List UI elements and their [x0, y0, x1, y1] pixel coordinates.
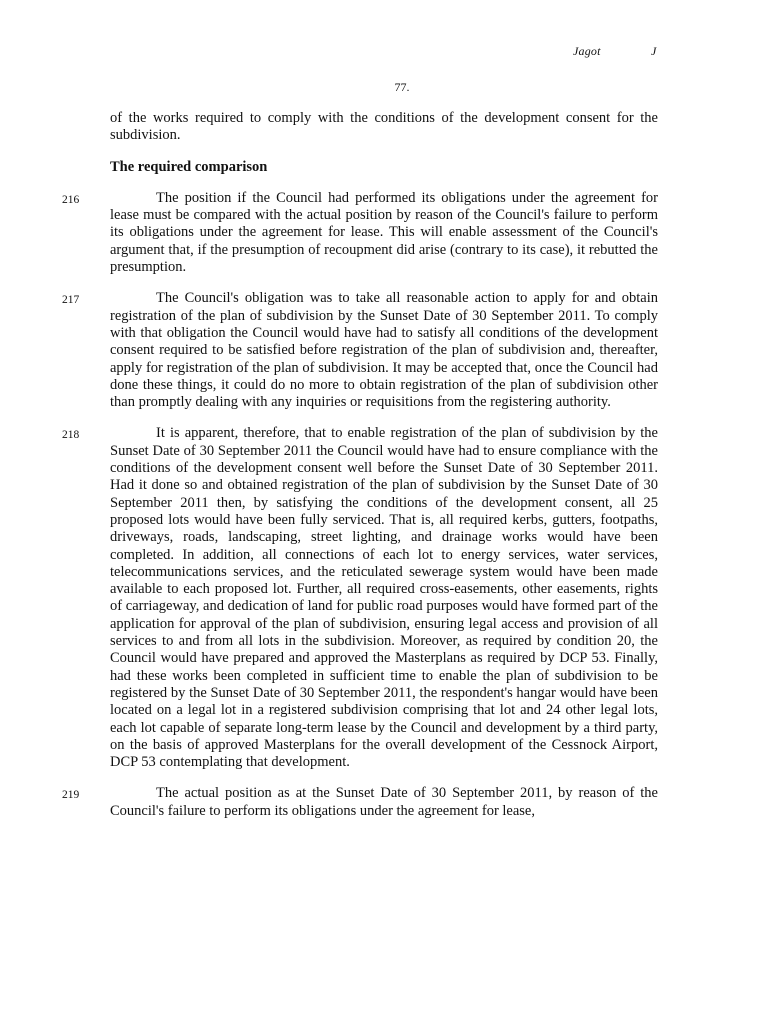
judge-suffix: J	[651, 44, 657, 58]
paragraph-text: The Council's obligation was to take all reasonable action to apply for and obtain registration of the plan of subdivision by the Sunset Date of 30 September 2011. To comply with that obligation the Council would have had to satisfy all conditions of the development consent required to be satisfied before registration of the plan of subdivision and, thereafter, apply for registration of the plan of subdivision. It may be accepted that, once the Council had done these things, it could do no more to obtain registration of the plan of subdivision other than promptly dealing with any inquiries or requisitions from the registering authority.	[110, 290, 658, 411]
section-heading: The required comparison	[110, 158, 268, 175]
paragraph-219	[62, 785, 658, 820]
paragraph-217	[62, 290, 658, 411]
paragraph-text: The position if the Council had performed its obligations under the agreement for lease must be compared with the actual position by reason of the Council's failure to perform its obligations under the agreement for lease. This will enable assessment of the Council's argument that, if the presumption of recoupment did arise (contrary to its case), it rebutted the presumption.	[110, 189, 658, 276]
judgment-body	[62, 110, 658, 834]
paragraph-216	[62, 189, 658, 276]
paragraph-number: 219	[62, 789, 80, 802]
judge-name: Jagot	[573, 44, 601, 58]
paragraph-number: 216	[62, 193, 80, 206]
paragraph-number: 218	[62, 429, 80, 442]
paragraph-number: 217	[62, 294, 80, 307]
continuation-text: of the works required to comply with the conditions of the development consent for the subdivision.	[110, 110, 658, 144]
paragraph-218	[62, 425, 658, 771]
paragraph-text: The actual position as at the Sunset Date of 30 September 2011, by reason of the Council's failure to perform its obligations under the agreement for lease,	[110, 785, 658, 819]
page-number: 77.	[394, 80, 410, 94]
paragraph-text: It is apparent, therefore, that to enable registration of the plan of subdivision by the Sunset Date of 30 September 2011 the Council would have had to ensure compliance with the conditions of the development consent well before the Sunset Date of 30 September 2011. Had it done so and obtained registration of the plan of subdivision by the Sunset Date of 30 September 2011 then, by satisfying the conditions of the development consent, all 25 proposed lots would have been fully serviced. That is, all required kerbs, gutters, footpaths, driveways, roads, landscaping, street lighting, and drainage works would have been completed. In addition, all connections of each lot to energy services, water services, telecommunications services, and the reticulated sewerage system would have been made available to each proposed lot. Further, all required cross-easements, other easements, rights of carriageway, and dedication of land for public road purposes would have formed part of the application for approval of the plan of subdivision, ensuring legal access and provision of all services to and from all lots in the subdivision. Moreover, as required by condition 20, the Council would have prepared and approved the Masterplans as required by DCP 53. Finally, had these works been completed in sufficient time to enable the plan of subdivision to be registered by the Sunset Date of 30 September 2011, the respondent's hangar would have been located on a legal lot in a registered subdivision comprising that lot and 24 other legal lots, each lot capable of separate long-term lease by the Council and development by a third party, on the basis of approved Masterplans for the overall development of the Cessnock Airport, DCP 53 contemplating that development.	[110, 425, 658, 771]
